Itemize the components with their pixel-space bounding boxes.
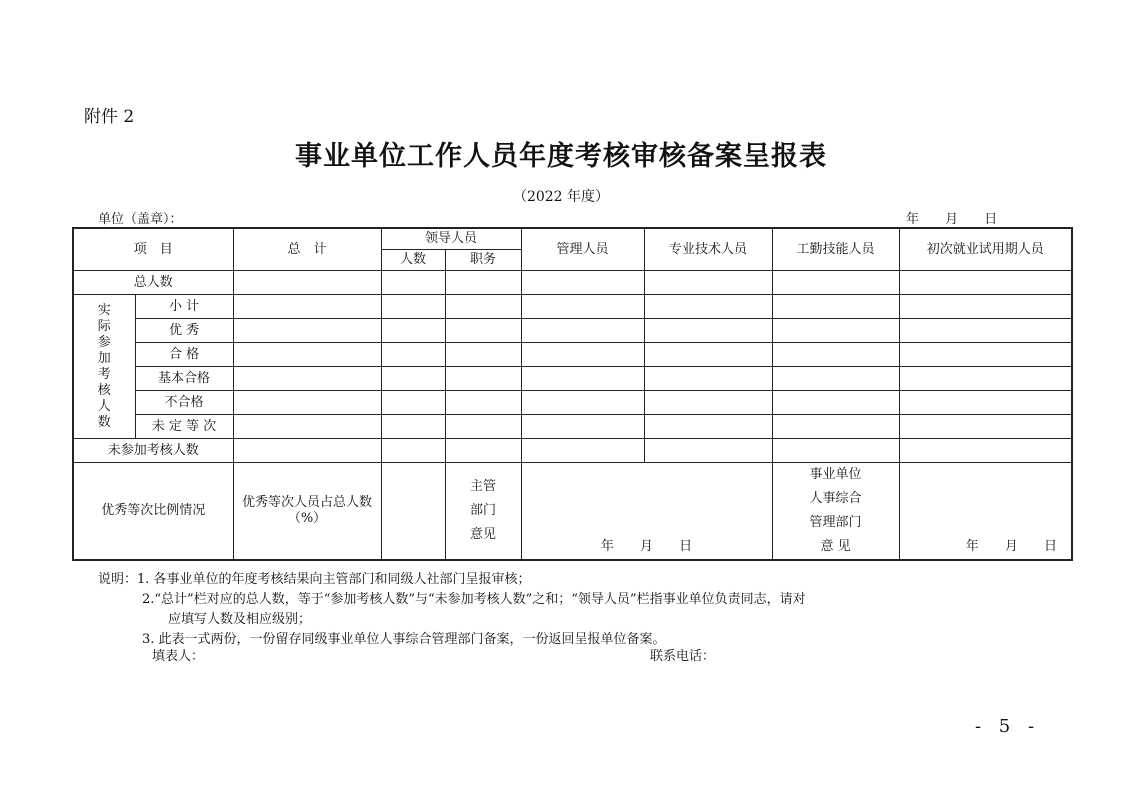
table-cell[interactable] <box>644 415 772 439</box>
attachment-label: 附件 2 <box>84 107 135 127</box>
table-cell[interactable] <box>233 295 381 319</box>
table-cell[interactable] <box>772 367 899 391</box>
table-cell[interactable] <box>899 271 1072 295</box>
table-cell[interactable] <box>644 439 772 463</box>
sub-row-label: 不合格 <box>135 391 233 415</box>
table-cell[interactable] <box>772 439 899 463</box>
table-cell[interactable] <box>445 391 521 415</box>
table-cell[interactable] <box>521 415 644 439</box>
table-cell[interactable] <box>381 271 445 295</box>
supervisor-opinion-date[interactable]: 年 月 日 <box>521 463 772 561</box>
header-leaders-count: 人数 <box>381 250 445 271</box>
report-table <box>72 227 1073 561</box>
table-cell[interactable] <box>644 319 772 343</box>
note-line: 说明：1. 各事业单位的年度考核结果向主管部门和同级人社部门呈报审核； <box>98 572 531 587</box>
header-leaders: 领导人员 <box>381 228 521 250</box>
table-cell[interactable] <box>381 367 445 391</box>
table-cell[interactable] <box>445 367 521 391</box>
ratio-description: 优秀等次人员占总人数（%） <box>233 463 381 561</box>
table-cell[interactable] <box>899 391 1072 415</box>
table-cell[interactable] <box>644 271 772 295</box>
hr-opinion-date[interactable]: 年 月 日 <box>899 463 1072 561</box>
table-cell[interactable] <box>233 367 381 391</box>
header-worker: 工勤技能人员 <box>772 228 899 271</box>
note-line: 3. 此表一式两份，一份留存同级事业单位人事综合管理部门备案，一份返回呈报单位备案。 <box>142 632 666 647</box>
table-cell[interactable] <box>445 415 521 439</box>
table-cell[interactable] <box>233 343 381 367</box>
table-cell[interactable] <box>521 391 644 415</box>
table-cell[interactable] <box>899 343 1072 367</box>
table-cell[interactable] <box>644 391 772 415</box>
table-cell[interactable] <box>233 391 381 415</box>
table-cell[interactable] <box>233 439 381 463</box>
header-probation: 初次就业试用期人员 <box>899 228 1072 271</box>
phone-label: 联系电话： <box>650 649 716 664</box>
table-cell[interactable] <box>644 343 772 367</box>
table-cell[interactable] <box>233 271 381 295</box>
header-total: 总 计 <box>233 228 381 271</box>
page-number: - 5 - <box>975 716 1041 737</box>
filler-label: 填表人： <box>152 649 205 664</box>
header-leaders-rank: 职务 <box>445 250 521 271</box>
sub-row-label: 合 格 <box>135 343 233 367</box>
form-year: （2022 年度） <box>512 189 610 205</box>
table-cell[interactable] <box>899 295 1072 319</box>
table-cell[interactable] <box>772 343 899 367</box>
note-line: 应填写人数及相应级别； <box>168 612 312 627</box>
table-cell[interactable] <box>899 319 1072 343</box>
group-participated-label: 实 际 参 加 考 核 人 数 <box>73 295 135 439</box>
sub-row-label: 未 定 等 次 <box>135 415 233 439</box>
header-professional: 专业技术人员 <box>644 228 772 271</box>
table-cell[interactable] <box>445 439 521 463</box>
table-cell[interactable] <box>521 295 644 319</box>
table-cell[interactable] <box>772 319 899 343</box>
table-cell[interactable] <box>521 319 644 343</box>
table-cell[interactable] <box>521 343 644 367</box>
sub-row-label: 基本合格 <box>135 367 233 391</box>
table-cell[interactable] <box>899 367 1072 391</box>
table-cell[interactable] <box>381 319 445 343</box>
table-cell[interactable] <box>445 343 521 367</box>
table-cell[interactable] <box>772 391 899 415</box>
table-cell[interactable] <box>772 295 899 319</box>
unit-label: 单位（盖章）： <box>98 212 183 227</box>
table-cell[interactable] <box>899 439 1072 463</box>
table-cell[interactable] <box>233 319 381 343</box>
header-item: 项 目 <box>73 228 233 271</box>
form-title: 事业单位工作人员年度考核审核备案呈报表 <box>295 141 827 172</box>
table-cell[interactable] <box>381 391 445 415</box>
table-cell[interactable] <box>521 367 644 391</box>
table-cell[interactable] <box>445 271 521 295</box>
header-management: 管理人员 <box>521 228 644 271</box>
table-cell[interactable] <box>521 439 644 463</box>
row-ratio-label: 优秀等次比例情况 <box>73 463 233 561</box>
table-cell[interactable] <box>233 415 381 439</box>
table-cell[interactable] <box>772 271 899 295</box>
date-top: 年 月 日 <box>906 212 998 227</box>
table-cell[interactable] <box>445 319 521 343</box>
table-cell[interactable] <box>381 295 445 319</box>
table-cell[interactable] <box>899 415 1072 439</box>
table-cell[interactable] <box>381 415 445 439</box>
row-total-label: 总人数 <box>73 271 233 295</box>
hr-opinion-label: 事业单位 人事综合 管理部门 意 见 <box>772 463 899 561</box>
ratio-value-cell[interactable] <box>381 463 445 561</box>
row-not-participated-label: 未参加考核人数 <box>73 439 233 463</box>
table-cell[interactable] <box>381 439 445 463</box>
table-cell[interactable] <box>644 295 772 319</box>
note-line: 2.“总计”栏对应的总人数，等于“参加考核人数”与“未参加考核人数”之和；“领导人员”栏指事业单位负责同志，请对 <box>142 592 806 607</box>
table-cell[interactable] <box>521 271 644 295</box>
table-cell[interactable] <box>772 415 899 439</box>
sub-row-label: 优 秀 <box>135 319 233 343</box>
supervisor-opinion-label: 主管 部门 意见 <box>445 463 521 561</box>
table-cell[interactable] <box>644 367 772 391</box>
table-cell[interactable] <box>445 295 521 319</box>
table-cell[interactable] <box>381 343 445 367</box>
sub-row-label: 小 计 <box>135 295 233 319</box>
